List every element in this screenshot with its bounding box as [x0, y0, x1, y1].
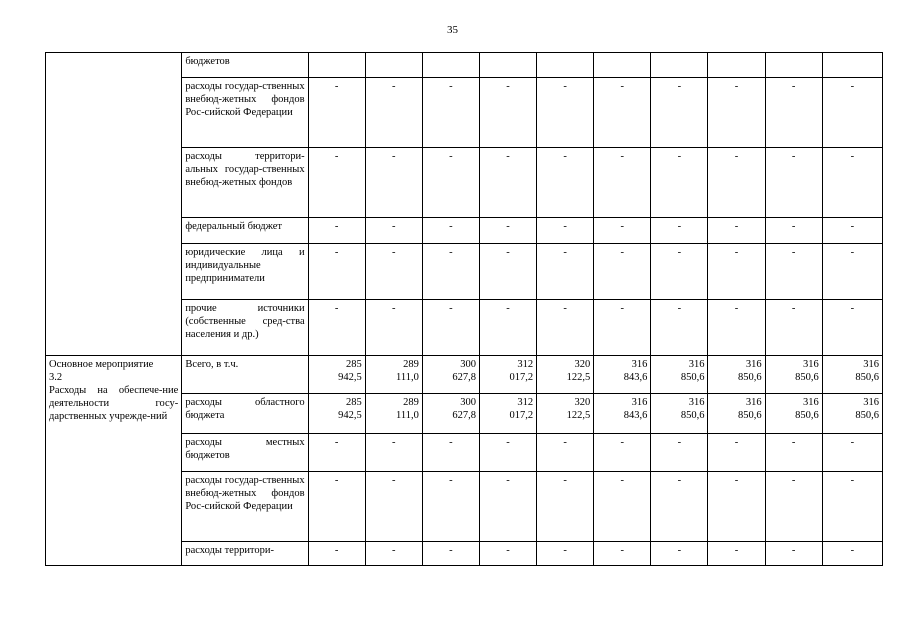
- value-part: 850,6: [855, 372, 879, 383]
- value-part: 320: [574, 359, 591, 370]
- funding-source-cell: расходы территори-: [182, 542, 308, 566]
- value-part: 942,5: [338, 372, 362, 383]
- value-cell: [537, 53, 594, 78]
- value-cell: -: [822, 218, 882, 244]
- funding-source-cell: расходы государ-ственных внебюд-жетных фондов Рос-сийской Федерации: [182, 472, 308, 542]
- value-cell: -: [422, 434, 479, 472]
- value-part: 111,0: [396, 410, 419, 421]
- value-cell: -: [594, 542, 651, 566]
- value-part: 850,6: [737, 372, 762, 383]
- value-cell: -: [708, 218, 765, 244]
- value-cell: [479, 394, 536, 434]
- value-part: 300: [460, 397, 476, 408]
- activity-description: Расходы на обеспече-ние деятельности госу-дарственных учрежде-ний: [49, 385, 179, 422]
- value-cell: -: [308, 542, 365, 566]
- value-cell: -: [308, 218, 365, 244]
- funding-source-cell: расходы государ-ственных внебюд-жетных фондов Рос-сийской Федерации: [182, 78, 308, 148]
- value-cell: -: [594, 300, 651, 356]
- value-cell: -: [651, 434, 708, 472]
- value-cell: -: [422, 542, 479, 566]
- value-cell: [594, 394, 651, 434]
- value-part: 289: [403, 359, 419, 370]
- value-part: 316: [745, 397, 762, 408]
- value-cell: [308, 356, 365, 394]
- value-cell: -: [422, 244, 479, 300]
- value-cell: [594, 356, 651, 394]
- value-cell: -: [765, 218, 822, 244]
- value-part: 316: [631, 397, 648, 408]
- table-row: [46, 356, 883, 394]
- value-part: 627,8: [452, 410, 476, 421]
- funding-source-cell: Всего, в т.ч.: [182, 356, 308, 394]
- value-cell: -: [765, 148, 822, 218]
- value-cell: -: [537, 78, 594, 148]
- value-part: 017,2: [509, 372, 534, 383]
- value-cell: -: [422, 218, 479, 244]
- value-cell: [594, 53, 651, 78]
- value-part: 122,5: [566, 410, 591, 421]
- value-part: 850,6: [680, 372, 705, 383]
- value-cell: -: [479, 148, 536, 218]
- value-part: 316: [688, 397, 705, 408]
- value-cell: -: [308, 434, 365, 472]
- funding-source-cell: федеральный бюджет: [182, 218, 308, 244]
- value-cell: -: [594, 434, 651, 472]
- value-cell: -: [537, 244, 594, 300]
- value-cell: -: [479, 300, 536, 356]
- value-cell: [365, 53, 422, 78]
- value-cell: -: [594, 472, 651, 542]
- value-cell: -: [537, 148, 594, 218]
- activity-number: 3.2: [49, 372, 63, 383]
- value-part: 122,5: [566, 372, 591, 383]
- value-part: 627,8: [452, 372, 476, 383]
- funding-source-cell: расходы областного бюджета: [182, 394, 308, 434]
- value-cell: -: [365, 300, 422, 356]
- value-part: 312: [517, 359, 534, 370]
- value-part: 850,6: [680, 410, 705, 421]
- value-part: 316: [802, 359, 819, 370]
- value-part: 285: [345, 397, 362, 408]
- value-cell: [822, 394, 882, 434]
- value-cell: [537, 394, 594, 434]
- value-cell: -: [651, 218, 708, 244]
- value-cell: -: [479, 434, 536, 472]
- value-cell: [765, 356, 822, 394]
- activity-cell-continued: [46, 53, 182, 356]
- value-cell: -: [708, 542, 765, 566]
- value-cell: [422, 394, 479, 434]
- value-cell: -: [651, 542, 708, 566]
- value-part: 320: [574, 397, 591, 408]
- value-cell: [308, 394, 365, 434]
- value-cell: -: [422, 472, 479, 542]
- value-cell: [537, 356, 594, 394]
- value-cell: [479, 53, 536, 78]
- value-cell: -: [765, 472, 822, 542]
- value-cell: -: [708, 78, 765, 148]
- value-cell: -: [422, 148, 479, 218]
- value-cell: [765, 53, 822, 78]
- value-cell: -: [822, 148, 882, 218]
- value-part: 285: [345, 359, 362, 370]
- value-part: 850,6: [795, 372, 819, 383]
- value-part: 316: [863, 359, 879, 370]
- value-cell: -: [765, 542, 822, 566]
- value-cell: -: [651, 78, 708, 148]
- value-cell: -: [708, 244, 765, 300]
- activity-cell-3-2: [46, 356, 182, 566]
- value-part: 850,6: [855, 410, 879, 421]
- value-cell: -: [479, 542, 536, 566]
- value-cell: -: [822, 244, 882, 300]
- value-cell: -: [822, 542, 882, 566]
- value-cell: [822, 356, 882, 394]
- funding-source-cell: расходы территори-альных государ-ственных внебюд-жетных фондов: [182, 148, 308, 218]
- value-cell: -: [765, 78, 822, 148]
- value-cell: -: [822, 472, 882, 542]
- value-cell: -: [537, 542, 594, 566]
- value-cell: -: [594, 244, 651, 300]
- value-cell: [651, 356, 708, 394]
- value-part: 312: [517, 397, 534, 408]
- value-cell: -: [651, 244, 708, 300]
- funding-source-cell: прочие источники (собственные сред-ства населения и др.): [182, 300, 308, 356]
- value-cell: -: [651, 472, 708, 542]
- value-cell: -: [308, 300, 365, 356]
- value-cell: -: [708, 148, 765, 218]
- value-cell: -: [365, 148, 422, 218]
- funding-source-cell: расходы местных бюджетов: [182, 434, 308, 472]
- value-cell: -: [537, 434, 594, 472]
- value-part: 843,6: [623, 410, 648, 421]
- value-part: 843,6: [623, 372, 648, 383]
- value-cell: [651, 394, 708, 434]
- value-cell: -: [365, 472, 422, 542]
- page-number: 35: [447, 24, 458, 36]
- funding-source-cell: юридические лица и индивидуальные предприниматели: [182, 244, 308, 300]
- value-part: 111,0: [396, 372, 419, 383]
- value-cell: [651, 53, 708, 78]
- value-cell: -: [308, 472, 365, 542]
- value-cell: -: [651, 300, 708, 356]
- value-part: 316: [863, 397, 879, 408]
- value-part: 017,2: [509, 410, 534, 421]
- value-cell: -: [594, 148, 651, 218]
- value-cell: [708, 53, 765, 78]
- value-cell: -: [422, 300, 479, 356]
- table-row: [46, 53, 883, 78]
- value-cell: -: [308, 244, 365, 300]
- value-cell: -: [765, 244, 822, 300]
- value-cell: [765, 394, 822, 434]
- value-cell: -: [594, 218, 651, 244]
- budget-table: [45, 52, 883, 566]
- value-cell: -: [708, 300, 765, 356]
- value-cell: -: [479, 78, 536, 148]
- value-cell: -: [365, 434, 422, 472]
- value-cell: -: [365, 218, 422, 244]
- value-cell: -: [537, 300, 594, 356]
- value-cell: -: [822, 78, 882, 148]
- value-cell: -: [479, 244, 536, 300]
- value-part: 942,5: [338, 410, 362, 421]
- value-cell: [365, 394, 422, 434]
- value-cell: -: [479, 472, 536, 542]
- value-cell: [422, 53, 479, 78]
- value-cell: [479, 356, 536, 394]
- value-part: 850,6: [737, 410, 762, 421]
- activity-title: Основное мероприятие: [49, 359, 154, 370]
- value-cell: -: [422, 78, 479, 148]
- value-cell: [308, 53, 365, 78]
- value-cell: -: [822, 434, 882, 472]
- value-cell: -: [708, 434, 765, 472]
- value-cell: -: [537, 472, 594, 542]
- value-part: 300: [460, 359, 476, 370]
- value-cell: -: [365, 542, 422, 566]
- funding-source-cell: бюджетов: [182, 53, 308, 78]
- value-part: 289: [403, 397, 419, 408]
- value-cell: -: [651, 148, 708, 218]
- value-part: 316: [745, 359, 762, 370]
- value-part: 316: [631, 359, 648, 370]
- value-cell: -: [365, 78, 422, 148]
- value-part: 316: [688, 359, 705, 370]
- value-cell: -: [308, 78, 365, 148]
- value-cell: -: [537, 218, 594, 244]
- value-cell: -: [365, 244, 422, 300]
- value-cell: -: [708, 472, 765, 542]
- value-cell: -: [822, 300, 882, 356]
- value-part: 316: [802, 397, 819, 408]
- value-cell: [708, 394, 765, 434]
- value-cell: [822, 53, 882, 78]
- value-cell: -: [479, 218, 536, 244]
- value-cell: [365, 356, 422, 394]
- value-cell: [708, 356, 765, 394]
- value-cell: -: [765, 434, 822, 472]
- value-cell: -: [308, 148, 365, 218]
- value-cell: -: [765, 300, 822, 356]
- value-cell: [422, 356, 479, 394]
- value-part: 850,6: [795, 410, 819, 421]
- value-cell: -: [594, 78, 651, 148]
